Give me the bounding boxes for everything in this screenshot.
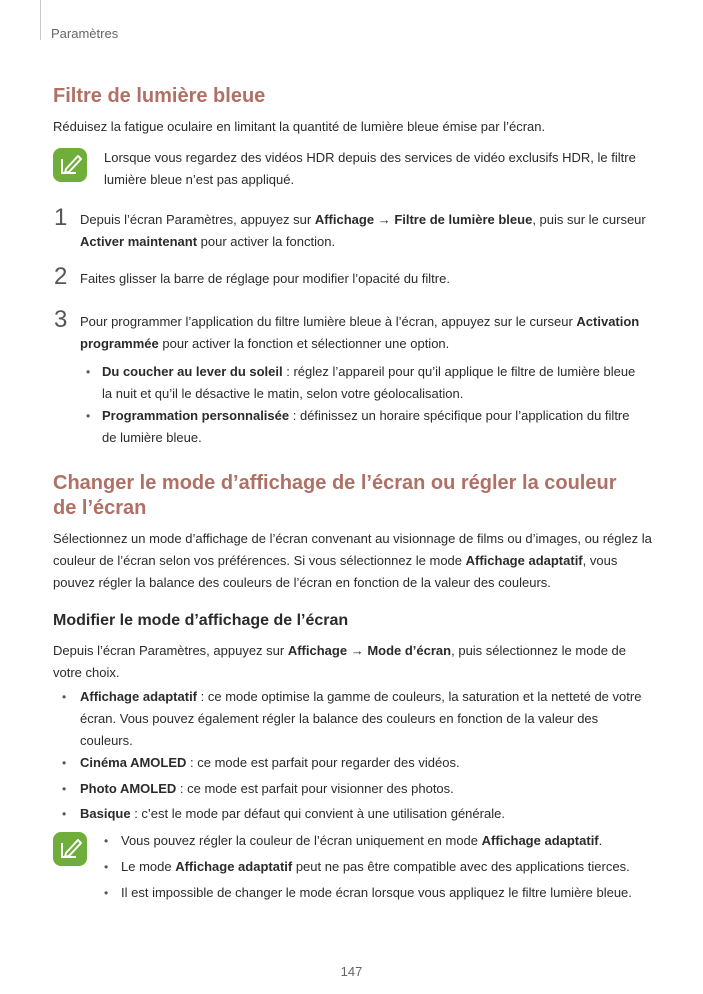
step-1: Depuis l’écran Paramètres, appuyez sur Affichage → Filtre de lumière bleue, puis sur le curseur Activer maintenant pour activer la fonction. bbox=[80, 212, 646, 249]
blue-filter-intro: Réduisez la fatigue oculaire en limitant la quantité de lumière bleue émise par l’écran. bbox=[53, 119, 546, 134]
option-custom-schedule: Programmation personnalisée : définissez un horaire spécifique pour l’application du filtre de lumière bleue. bbox=[102, 408, 630, 445]
mode-adaptive: Affichage adaptatif : ce mode optimise la gamme de couleurs, la saturation et la netteté de votre écran. Vous pouvez également régler la balance des couleurs en fonction de la valeur des couleurs. bbox=[80, 689, 642, 748]
bullet-dot: • bbox=[62, 782, 67, 796]
option-sunset-sunrise: Du coucher au lever du soleil : réglez l’appareil pour qu’il applique le filtre de lumière bleue la nuit et qu’il le désactive le matin, selon votre géolocalisation. bbox=[102, 364, 636, 401]
mode-cinema-amoled: Cinéma AMOLED : ce mode est parfait pour regarder des vidéos. bbox=[80, 755, 460, 770]
mode-photo-amoled: Photo AMOLED : ce mode est parfait pour visionner des photos. bbox=[80, 781, 454, 796]
subsection-intro: Depuis l’écran Paramètres, appuyez sur Affichage → Mode d’écran, puis sélectionnez le mode de votre choix. bbox=[53, 643, 626, 680]
note-third-party: Le mode Affichage adaptatif peut ne pas être compatible avec des applications tierces. bbox=[121, 859, 630, 874]
subsection-title: Modifier le mode d’affichage de l’écran bbox=[53, 612, 349, 629]
step-2: Faites glisser la barre de réglage pour modifier l’opacité du filtre. bbox=[80, 271, 450, 286]
step-number-2: 2 bbox=[54, 263, 68, 290]
bullet-dot: • bbox=[104, 886, 109, 900]
bullet-dot: • bbox=[86, 409, 91, 423]
running-header: Paramètres bbox=[51, 26, 119, 41]
bullet-dot: • bbox=[62, 690, 67, 704]
bullet-dot: • bbox=[62, 807, 67, 821]
bullet-dot: • bbox=[62, 756, 67, 770]
note-blue-filter-conflict: Il est impossible de changer le mode écran lorsque vous appliquez le filtre lumière bleue. bbox=[121, 885, 632, 900]
bullet-dot: • bbox=[104, 860, 109, 874]
display-mode-intro: Sélectionnez un mode d’affichage de l’écran convenant au visionnage de films ou d’images, ou réglez la couleur de l’écran selon vos préférences. Si vous sélectionnez le mode Affichage adaptatif, vous pouvez régler la balance des couleurs de l’écran en fonction de la valeur des couleurs. bbox=[53, 531, 652, 590]
step-number-3: 3 bbox=[54, 306, 68, 333]
mode-basic: Basique : c’est le mode par défaut qui convient à une utilisation générale. bbox=[80, 806, 505, 821]
note-hdr: Lorsque vous regardez des vidéos HDR depuis des services de vidéo exclusifs HDR, le filtre lumière bleue n’est pas appliqué. bbox=[104, 150, 636, 187]
margin-rule bbox=[40, 0, 41, 40]
bullet-dot: • bbox=[104, 834, 109, 848]
note-adaptive-only: Vous pouvez régler la couleur de l’écran uniquement en mode Affichage adaptatif. bbox=[121, 833, 603, 848]
bullet-dot: • bbox=[86, 365, 91, 379]
section-title-display-mode: Changer le mode d’affichage de l’écran ou régler la couleur de l’écran bbox=[53, 472, 617, 519]
note-icon bbox=[53, 148, 87, 182]
section-title-blue-filter: Filtre de lumière bleue bbox=[53, 85, 266, 107]
step-number-1: 1 bbox=[54, 204, 68, 231]
step-3: Pour programmer l’application du filtre lumière bleue à l’écran, appuyez sur le curseur Activation programmée pour activer la fonction et sélectionner une option. bbox=[80, 314, 640, 351]
note-icon bbox=[53, 832, 87, 866]
page-number: 147 bbox=[340, 964, 363, 979]
